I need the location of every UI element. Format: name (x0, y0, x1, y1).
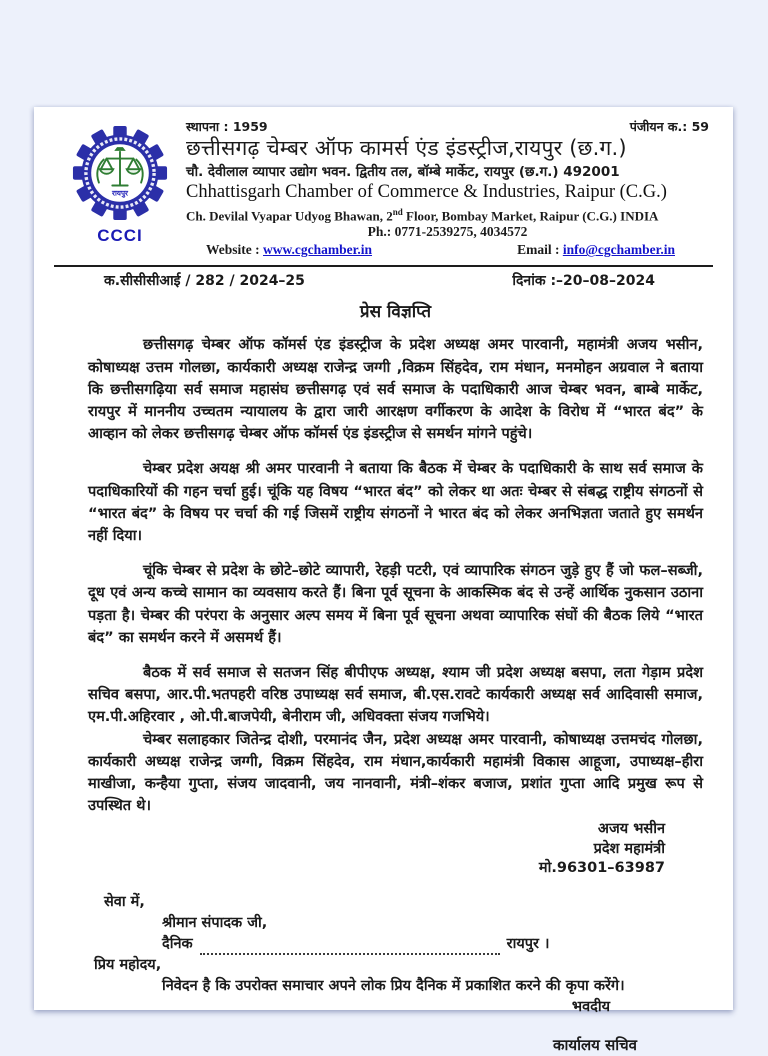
signatory-designation: प्रदेश महामंत्री (593, 840, 665, 857)
office-secretary-label: कार्यालय सचिव (553, 1035, 637, 1054)
closing-word: भवदीय (571, 998, 610, 1015)
letter-date: दिनांक :–20–08–2024 (512, 273, 655, 290)
paragraph-4: बैठक में सर्व समाज से सतजन सिंह बीपीएफ अध्यक्ष, श्याम जी प्रदेश अध्यक्ष बसपा, लता गेड़ाम प्रदेश सचिव बसपा, आर.पी.भतपहरी वरिष्ठ उपाध्यक्ष सर्व समाज, बी.एस.रावटे कार्यकारी अध्यक्ष सर्व आदिवासी समाज, एम.पी.अहिरवार , ओ.पी.बाजपेयी, बेनीराम जी, अधिवक्ता संजय गजभिये। (88, 663, 703, 726)
dainik-label: दैनिक (162, 935, 193, 952)
email-link[interactable]: info@cgchamber.in (562, 242, 675, 258)
addressee-intro: सेवा में, (104, 893, 145, 910)
publication-request: निवेदन है कि उपरोक्त समाचार अपने लोक प्रिय दैनिक में प्रकाशित करने की कृपा करेंगे। (162, 977, 625, 994)
letterhead-text (186, 119, 709, 259)
logo-block (62, 119, 178, 259)
press-release-title: प्रेस विज्ञप्ति (359, 302, 432, 323)
registration-label: पंजीयन क.: 59 (629, 119, 709, 134)
addressee-editor: श्रीमान संपादक जी, (162, 914, 268, 931)
logo-acronym: CCCI (97, 226, 143, 245)
header-divider (54, 265, 713, 267)
logo-city-label: रायपुर (112, 188, 128, 198)
ref-number: क.सीसीसीआई / 282 / 2024–25 (104, 273, 305, 290)
letterhead (34, 107, 733, 259)
phone-number: Ph.: 0771-2539275, 4034572 (367, 224, 528, 240)
address-hindi: चौ. देवीलाल व्यापार उद्योग भवन. द्वितीय तल, बॉम्बे मार्केट, रायपुर (छ.ग.) 492001 (186, 164, 620, 180)
address-english: Ch. Devilal Vyapar Udyog Bhawan, 2nd Floor, Bombay Market, Raipur (C.G.) INDIA (186, 207, 659, 224)
letter-page (34, 107, 733, 1054)
paragraph-1: छत्तीसगढ़ चेम्बर ऑफ कॉमर्स एंड इंडस्ट्रीज के प्रदेश अध्यक्ष अमर पारवानी, महामंत्री अजय भसीन, कोषाध्यक्ष उत्तम गोलछा, कार्यकारी अध्यक्ष राजेन्द्र जग्गी ,विक्रम सिंहदेव, राम मंधान, मनमोहन अग्रवाल ने बताया कि छत्तीसगढ़िया सर्व समाज महासंघ छत्तीसगढ़ एवं सर्व समाज के पदाधिकारी आज चेम्बर भवन, बाम्बे मार्केट, रायपुर में माननीय उच्चतम न्यायालय के द्वारा जारी आरक्षण वर्गीकरण के आदेश के विरोध में “भारत बंद” के आव्हान को लेकर छत्तीसगढ़ चेम्बर ऑफ कॉमर्स एंड इंडस्ट्रीज से समर्थन मांगने पहुंचे। (88, 336, 703, 443)
city-label: रायपुर । (506, 935, 550, 952)
email-row (517, 241, 675, 259)
website-label: Website : (206, 242, 263, 258)
salutation: प्रिय महोदय, (94, 956, 162, 973)
ccci-gear-logo-icon (72, 125, 168, 221)
established-label: स्थापना : 1959 (186, 119, 268, 134)
fill-in-blank-line (200, 940, 500, 955)
website-row (206, 241, 372, 259)
org-name-hindi: छत्तीसगढ़ चेम्बर ऑफ कामर्स एंड इंडस्ट्रीज,रायपुर (छ.ग.) (186, 136, 627, 160)
signature-block (88, 820, 703, 879)
letter-footer (88, 892, 703, 1056)
signatory-name: अजय भसीन (597, 821, 665, 838)
paragraph-2: चेम्बर प्रदेश अयक्ष श्री अमर पारवानी ने बताया कि बैठक में चेम्बर के पदाधिकारी के साथ सर्व समाज के पदाधिकारियों की गहन चर्चा हुई। चूंकि यह विषय “भारत बंद” को लेकर था अतः चेम्बर से संबद्ध राष्ट्रीय संगठनों से “भारत बंद” के विषय पर चर्चा की गई जिसमें राष्ट्रीय संगठनों ने भारत बंद को लेकर अनभिज्ञता जताते हुए समर्थन नहीं दिया। (88, 460, 703, 544)
paragraph-5: चेम्बर सलाहकार जितेन्द्र दोशी, परमानंद जैन, प्रदेश अध्यक्ष अमर पारवानी, कोषाध्यक्ष उत्तमचंद गोलछा, कार्यकारी अध्यक्ष राजेन्द्र जग्गी, विक्रम सिंहदेव, राम मंधान,कार्यकारी महामंत्री विकास आहूजा, उपाध्यक्ष–हीरा माखीजा, कन्हैया गुप्ता, संजय जादवानी, जय नानवानी, मंत्री–शंकर बजाज, प्रशांत गुप्ता आदि प्रमुख रूप से उपस्थित थे। (88, 730, 703, 815)
signatory-mobile: मो.96301–63987 (538, 860, 665, 877)
email-label: Email : (517, 242, 563, 258)
website-link[interactable]: www.cgchamber.in (263, 242, 373, 258)
org-name-english: Chhattisgarh Chamber of Commerce & Industries, Raipur (C.G.) (186, 182, 667, 202)
paragraph-3: चूंकि चेम्बर से प्रदेश के छोटे–छोटे व्यापारी, रेहड़ी पटरी, एवं व्यापारिक संगठन जुड़े हुए हैं जो फल–सब्जी, दूध एवं अन्य कच्चे सामान का व्यवसाय करते हैं। बिना पूर्व सूचना के आकस्मिक बंद से उन्हें आर्थिक नुकसान उठाना पड़ता है। चेम्बर की परंपरा के अनुसार अल्प समय में बिना पूर्व सूचना अथवा व्यापारिक संघों की बैठक लिये “भारत बंद” का समर्थन करने में असमर्थ हैं। (88, 562, 703, 646)
letter-body (34, 272, 733, 1056)
